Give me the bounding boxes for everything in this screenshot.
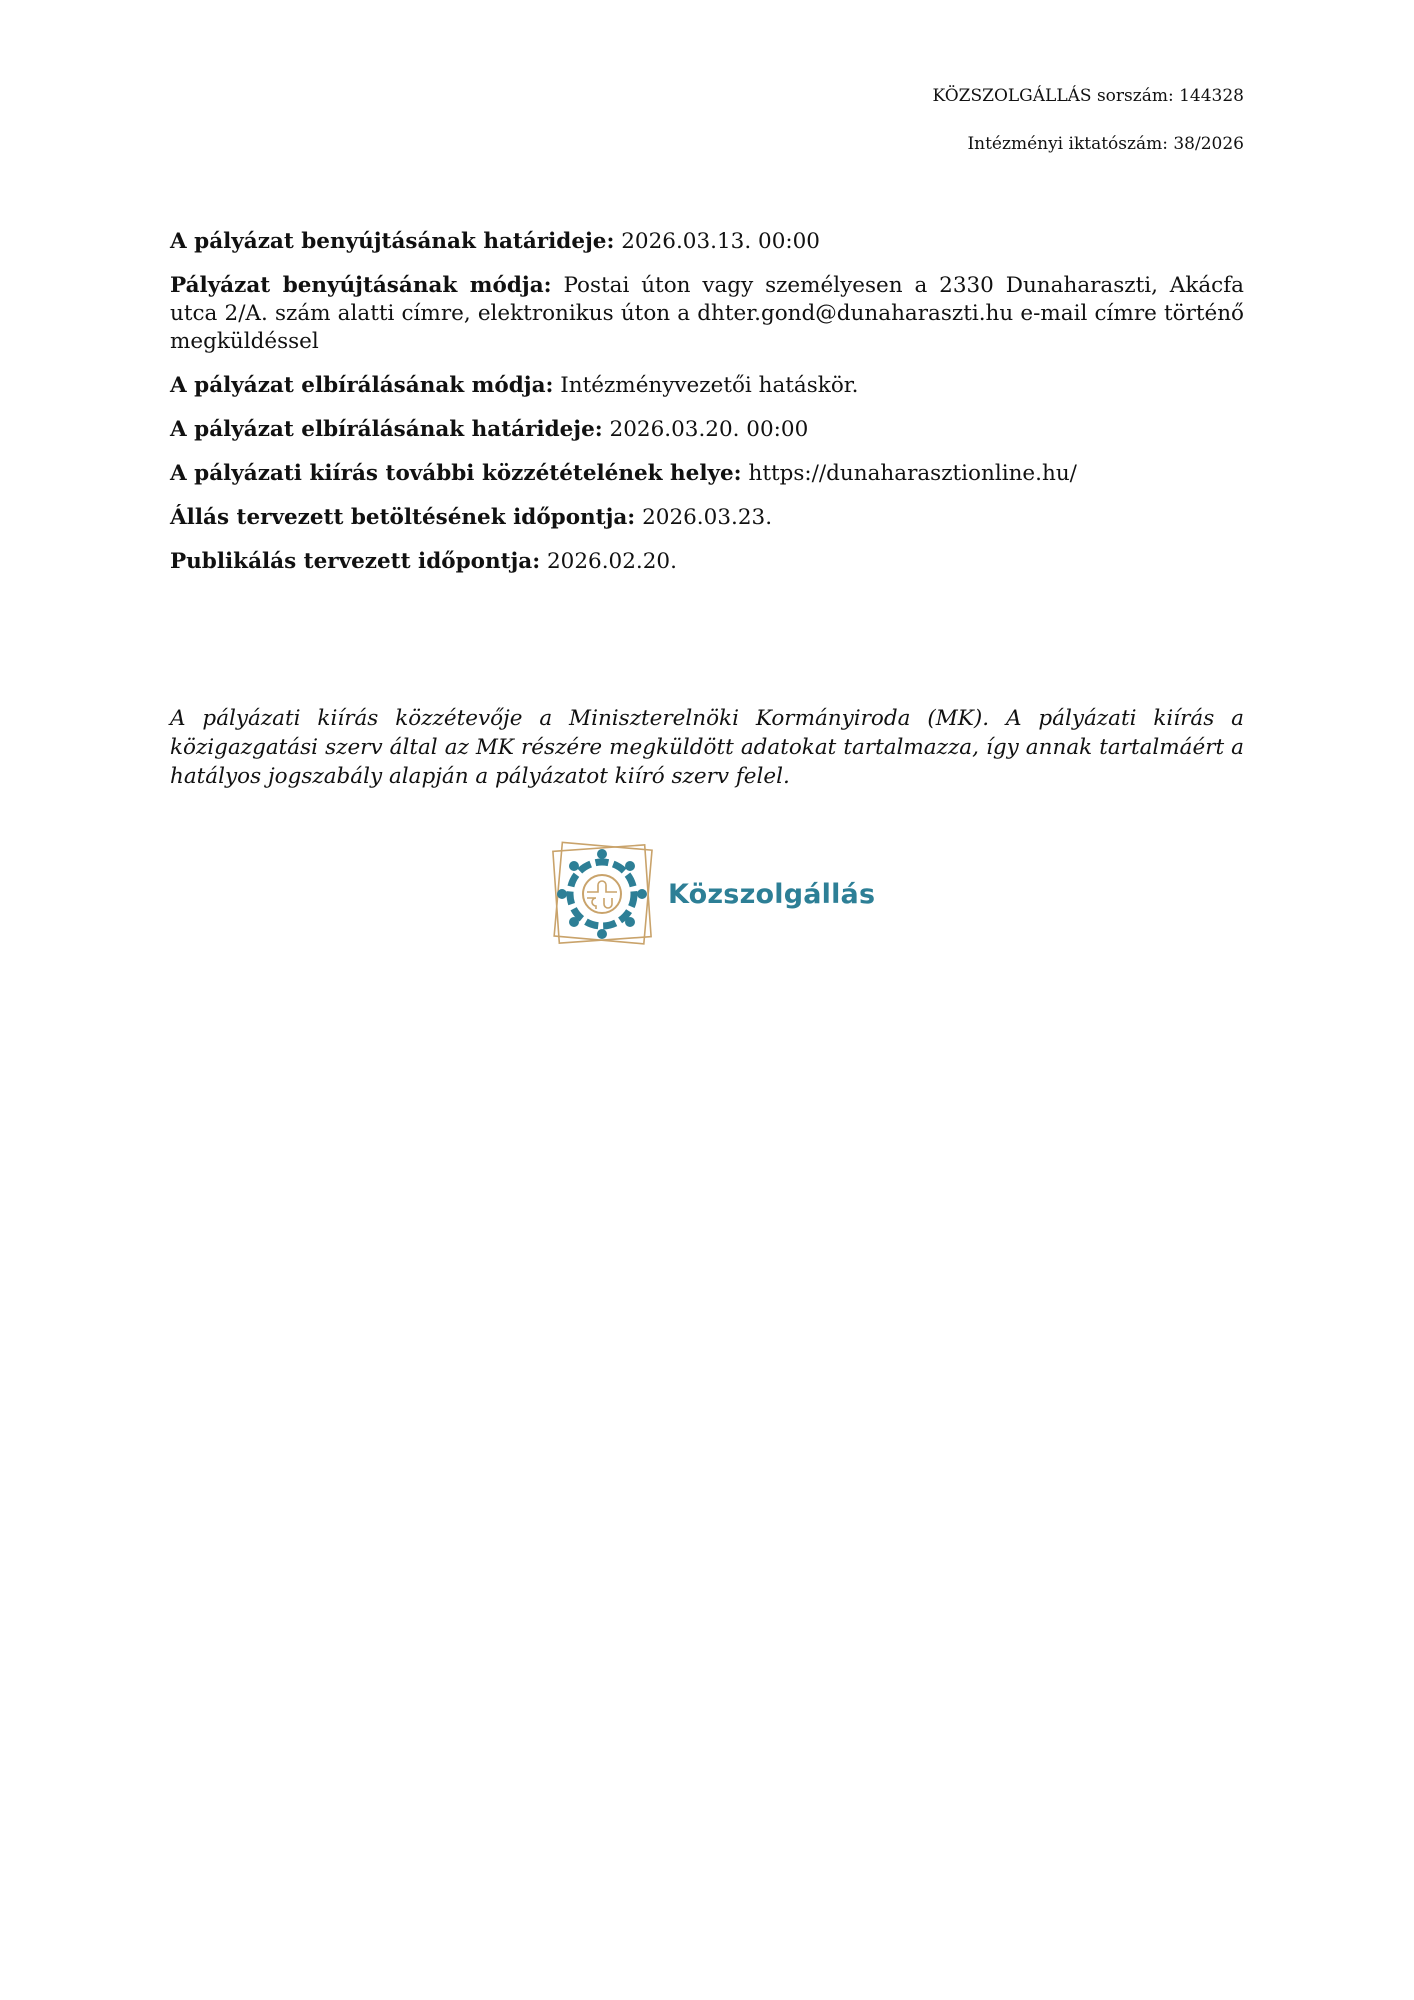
field-label: A pályázat elbírálásának módja:: [170, 373, 554, 398]
field-label: Publikálás tervezett időpontja:: [170, 549, 541, 574]
kozszolgallas-logo: [540, 830, 875, 958]
field-publication-place: [170, 460, 1244, 488]
field-start-date: [170, 504, 1244, 532]
field-evaluation-method: [170, 372, 1244, 400]
kozszolgallas-logo-icon: [540, 830, 664, 958]
field-submission-method: [170, 272, 1244, 356]
field-submission-deadline: [170, 228, 1244, 256]
publisher-notice: A pályázati kiírás közzétevője a Miniszterelnöki Kormányiroda (MK). A pályázati kiírás a közigazgatási szerv által az MK részére megküldött adatokat tartalmazza, így annak tartalmáért a hatályos jogszabály alapján a pályázatot kiíró szerv felel.: [170, 705, 1244, 789]
field-value: Intézményvezetői hatáskör.: [560, 373, 859, 398]
application-details: [170, 228, 1244, 592]
field-publish-date: [170, 548, 1244, 576]
field-value: 2026.02.20.: [547, 549, 677, 574]
field-label: A pályázat elbírálásának határideje:: [170, 417, 603, 442]
field-label: Pályázat benyújtásának módja:: [170, 273, 552, 298]
field-label: Állás tervezett betöltésének időpontja:: [170, 505, 636, 530]
field-label: A pályázat benyújtásának határideje:: [170, 229, 615, 254]
field-value: https://dunaharasztionline.hu/: [748, 461, 1077, 486]
field-value: 2026.03.13. 00:00: [621, 229, 820, 254]
field-evaluation-deadline: [170, 416, 1244, 444]
field-value: 2026.03.20. 00:00: [609, 417, 809, 442]
field-value: Postai úton vagy személyesen a 2330 Dunaharaszti, Akácfa utca 2/A. szám alatti címre, elektronikus úton a dhter.gond@dunaharaszti.hu e-mail címre történő megküldéssel: [170, 273, 1244, 354]
serial-number: KÖZSZOLGÁLLÁS sorszám: 144328: [932, 86, 1244, 106]
document-header: [933, 84, 1245, 156]
filing-number: Intézményi iktatószám: 38/2026: [967, 134, 1244, 154]
field-value: 2026.03.23.: [642, 505, 773, 530]
field-label: A pályázati kiírás további közzétételének helye:: [170, 461, 742, 486]
logo-text: Közszolgállás: [668, 878, 876, 910]
